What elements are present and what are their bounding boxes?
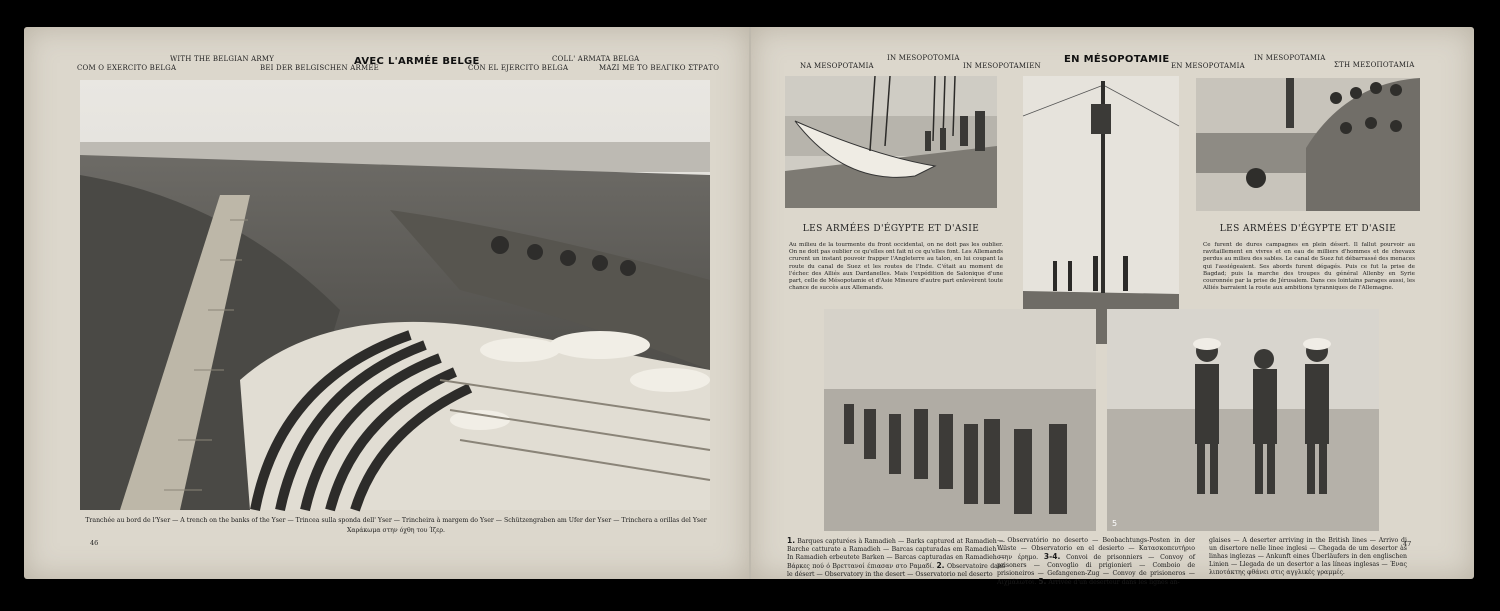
caption-col-3: glaises — A deserter arriving in the British lines — Arrivo di un disertore nelle linee inglesi — Chegada de um desertor às linhas inglezas — Ankunft eines Überläufers in den englischen Linien — Llegada de un desertor a las líneas inglesas — Ένας λιποτάκτης φθάνει στις αγγλικές γραμμές.: [1209, 537, 1407, 576]
article-right-text: Ce furent de dures campagnes en plein désert. Il fallut pourvoir au ravitaillement en vivres et en eau de milliers d'hommes et de chevaux perdus au milieu des sables. Le canal de Suez fut débarrassé des menaces qui l'assiégeaient. Ses abords furent dégagés. Puis ce fut la prise de Bagdad; puis la marche des troupes du général Allenby en Syrie couronnée par la prise de Jérusalem. Dans ces lointains parages aussi, les Alliés barraient la route aux ambitions tyranniques de l'Allemagne.: [1203, 242, 1415, 292]
caption-text-5: Arrivée d'un déserteur dans les lignes an-: [1048, 579, 1180, 586]
page-title: EN MÉSOPOTAMIE: [1064, 54, 1170, 65]
page-title: AVEC L'ARMÉE BELGE: [354, 56, 480, 67]
caption-num-1: 1.: [787, 536, 796, 545]
header-german: IN MESOPOTAMIEN: [963, 62, 1041, 70]
header-italian: COLL' ARMATA BELGA: [552, 55, 640, 63]
article-right-title: LES ARMÉES D'ÉGYPTE ET D'ASIE: [1219, 224, 1397, 234]
page-number-left: 46: [90, 539, 99, 547]
left-page: [24, 27, 749, 579]
caption-text-3-4: Convoi de prisonniers — Convoy of prisoners — Convoglio di prigionieri — Comboio de prisioneiros — Gefangenen-Zug — Convoy de prisioneros — Αιχμάλωτοι.: [997, 554, 1196, 586]
page-number-right: 47: [1403, 540, 1412, 548]
header-english: WITH THE BELGIAN ARMY: [170, 55, 275, 63]
deserter-photo-image: [1107, 309, 1379, 531]
header-spanish: CON EL EJERCITO BELGA: [468, 64, 569, 72]
boats-photo-image: [785, 76, 997, 208]
trench-caption: Tranchée au bord de l'Yser — A trench on the banks of the Yser — Trincea sulla sponda dell' Yser — Trincheira à margem do Yser — Schützengraben am Ufer der Yser — Trinchera a orillas del Yser: [85, 517, 707, 524]
header-english: IN MESOPOTOMIA: [887, 54, 960, 62]
right-page: [751, 27, 1474, 586]
deserter-photo: [1107, 309, 1379, 531]
header-italian: NA MESOPOTAMIA: [800, 62, 874, 70]
convoy-photo: [824, 309, 1096, 531]
convoy-photo-image: [824, 309, 1096, 531]
caption-num-2: 2.: [936, 561, 945, 570]
observatory-photo: [1023, 76, 1179, 344]
trench-photo: [80, 80, 710, 510]
caption-text-2b: — Observatório no deserto — Beobachtungs-Posten in der Wüste — Observatorio en el desierto — Κατασκοπευτήριο στην έρημο.: [997, 537, 1195, 561]
boats-photo: [785, 76, 997, 208]
header-greek: ΜΑΖΙ ΜΕ ΤΟ ΒΕΛΓΙΚΟ ΣΤΡΑΤΟ: [599, 64, 720, 72]
header-german: BEI DER BELGISCHEN ARMEE: [260, 64, 379, 72]
caption-col-2: [997, 537, 1195, 587]
trench-caption-greek: Χαράκωμα στην όχθη του Ίζερ.: [347, 527, 445, 534]
caption-text-2: Observatoire dans le désert — Observatory in the desert — Osservatorio nel deserto: [787, 563, 1006, 578]
header-portuguese: COM O EXERCITO BELGA: [77, 64, 177, 72]
photo-label-5: 5: [1112, 519, 1118, 528]
header-spanish: EN MESOPOTAMIA: [1171, 62, 1245, 70]
caption-text-1: Barques capturées à Ramadieh — Barks captured at Ramadieh — Barche catturate a Ramadieh — Barcas capturadas em Ramadieh — In Ramadieh erbeutete Barken — Barcas capturadas en Ramadieh — Βάρκες πού ό Βρεττανοί έπιασαν στο Ραμαδί.: [787, 538, 1006, 570]
header-greek: ΣΤΗ ΜΕΣΟΠΟΤΑΜΙΑ: [1334, 61, 1415, 69]
caption-num-3-4: 3-4.: [1043, 552, 1061, 561]
ship-soldiers-photo: [1196, 78, 1420, 211]
article-left-title: LES ARMÉES D'ÉGYPTE ET D'ASIE: [802, 224, 980, 234]
caption-col-1: [787, 537, 1005, 579]
ship-soldiers-photo-image: [1196, 78, 1420, 211]
trench-photo-image: [80, 80, 710, 510]
caption-num-5: 5.: [1038, 577, 1047, 586]
header-portuguese: IN MESOPOTAMIA: [1254, 54, 1326, 62]
article-left-text: Au milieu de la tourmente du front occidental, on ne doit pas les oublier. On ne doit pas oublier ce qu'elles ont fait ni ce qu'elles font. Les Allemands crurent un instant pouvoir frapper l'Angleterre au talon, en lui coupant la route du canal de Suez et les routes de l'Inde. C'était au moment de l'échec des Alliés aux Dardanelles. Mais l'expédition de Salonique d'une part, celle de Mésopotamie et d'Asie Mineure d'autre part enlevèrent toute chance de succès aux Allemands.: [789, 242, 1003, 292]
observatory-photo-image: [1023, 76, 1179, 344]
